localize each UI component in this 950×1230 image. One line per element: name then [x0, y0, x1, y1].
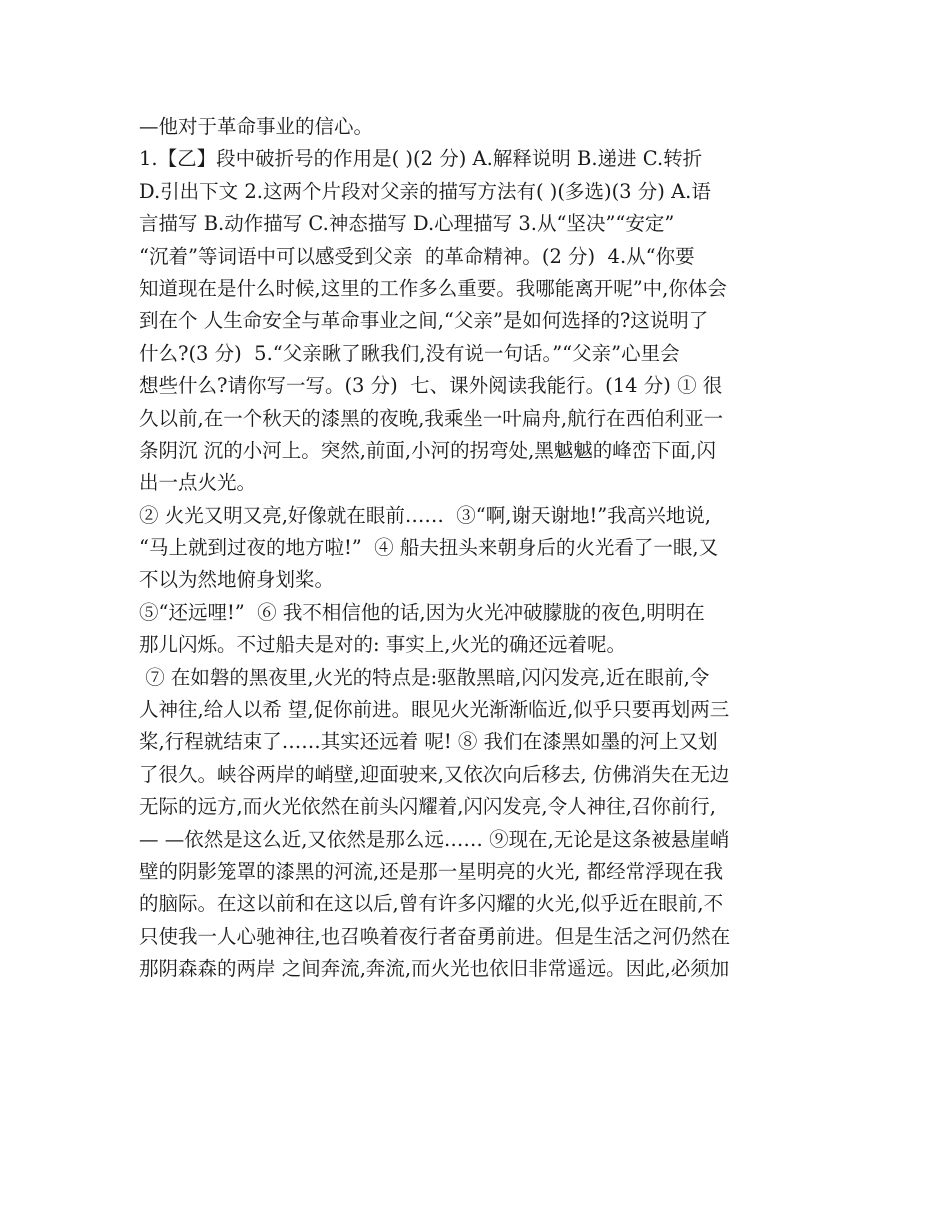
text-line: 知道现在是什么时候,这里的工作多么重要。我哪能离开呢”中,你体会	[139, 276, 727, 300]
text-line: 那儿闪烁。不过船夫是对的: 事实上,火光的确还远着呢。	[139, 633, 626, 657]
text-line: 出一点火光。	[139, 471, 257, 495]
text-line: 到在个 人生命安全与革命事业之间,“父亲”是如何选择的?这说明了	[139, 309, 709, 333]
text-line: 桨,行程就结束了……其实还远着 呢! ⑧ 我们在漆黑如墨的河上又划	[139, 730, 718, 754]
text-line: 久以前,在一个秋天的漆黑的夜晚,我乘坐一叶扁舟,航行在西伯利亚一	[139, 406, 724, 430]
text-line: — —依然是这么近,又依然是那么远…… ⑨现在,无论是这条被悬崖峭	[139, 827, 730, 851]
text-line: ⑤“还远哩!” ⑥ 我不相信他的话,因为火光冲破朦胧的夜色,明明在	[139, 600, 705, 624]
text-line: “沉着”等词语中可以感受到父亲 的革命精神。(2 分) 4.从“你要	[139, 244, 695, 268]
text-line: 想些什么?请你写一写。(3 分) 七、课外阅读我能行。(14 分) ① 很	[139, 374, 723, 398]
text-line: 了很久。峡谷两岸的峭壁,迎面驶来,又依次向后移去, 仿佛消失在无边	[139, 762, 730, 786]
text-line: D.引出下文 2.这两个片段对父亲的描写方法有( )(多选)(3 分) A.语	[139, 179, 711, 203]
body-text	[139, 111, 819, 986]
text-line: “马上就到过夜的地方啦!” ④ 船夫扭头来朝身后的火光看了一眼,又	[139, 536, 719, 560]
text-line: 条阴沉 沉的小河上。突然,前面,小河的拐弯处,黑魆魆的峰峦下面,闪	[139, 438, 716, 462]
text-line: ② 火光又明又亮,好像就在眼前…… ③“啊,谢天谢地!”我高兴地说,	[139, 503, 711, 527]
text-line: 什么?(3 分) 5.“父亲瞅了瞅我们,没有说一句话。”“父亲”心里会	[139, 341, 680, 365]
text-line: —他对于革命事业的信心。	[139, 115, 374, 138]
text-line: ⑦ 在如磐的黑夜里,火光的特点是:驱散黑暗,闪闪发亮,近在眼前,令	[139, 665, 710, 689]
text-line: 那阴森森的两岸 之间奔流,奔流,而火光也依旧非常遥远。因此,必须加	[139, 957, 730, 981]
text-line: 人神往,给人以希 望,促你前进。眼见火光渐渐临近,似乎只要再划两三	[139, 698, 730, 722]
text-line: 壁的阴影笼罩的漆黑的河流,还是那一星明亮的火光, 都经常浮现在我	[139, 859, 724, 883]
text-line: 不以为然地俯身划桨。	[139, 568, 335, 592]
text-line: 1.【乙】段中破折号的作用是( )(2 分) A.解释说明 B.递进 C.转折	[139, 147, 703, 171]
text-line: 言描写 B.动作描写 C.神态描写 D.心理描写 3.从“坚决”“安定”	[139, 212, 675, 236]
text-line: 的脑际。在这以前和在这以后,曾有许多闪耀的火光,似乎近在眼前,不	[139, 892, 724, 916]
text-line: 只使我一人心驰神往,也召唤着夜行者奋勇前进。但是生活之河仍然在	[139, 924, 731, 948]
text-line: 无际的远方,而火光依然在前头闪耀着,闪闪发亮,令人神往,召你前行,	[139, 795, 716, 819]
